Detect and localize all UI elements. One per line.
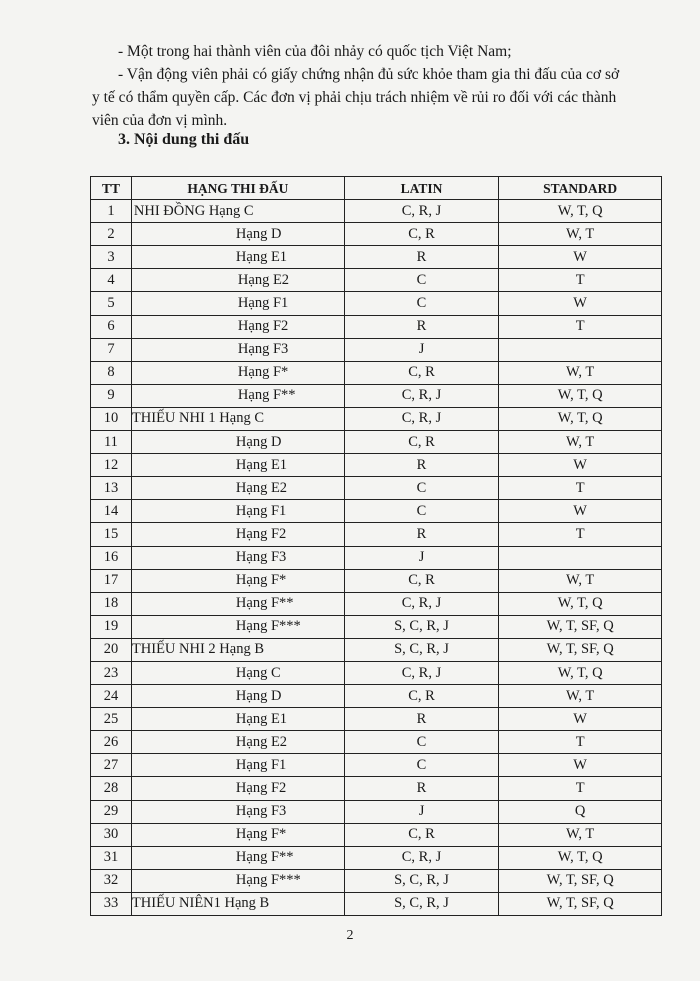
cell-standard: W, T (499, 431, 662, 454)
table-row (91, 246, 662, 269)
cell-latin: C, R, J (344, 661, 499, 684)
cell-rank (131, 846, 344, 869)
cell-tt: 32 (91, 869, 132, 892)
rank-label: Hạng F** (237, 387, 296, 404)
cell-latin: R (344, 708, 499, 731)
cell-tt: 30 (91, 823, 132, 846)
cell-rank (131, 246, 344, 269)
cell-rank (131, 638, 344, 661)
table-row (91, 592, 662, 615)
cell-latin: S, C, R, J (344, 892, 499, 915)
cell-latin: R (344, 246, 499, 269)
table-row (91, 384, 662, 407)
cell-rank (131, 708, 344, 731)
cell-rank (131, 892, 344, 915)
cell-rank (131, 592, 344, 615)
cell-tt: 23 (91, 661, 132, 684)
cell-tt: 10 (91, 407, 132, 430)
cell-latin: C (344, 292, 499, 315)
cell-tt: 27 (91, 754, 132, 777)
table-row (91, 615, 662, 638)
cell-tt: 4 (91, 269, 132, 292)
cell-tt: 11 (91, 431, 132, 454)
cell-latin: R (344, 315, 499, 338)
cell-rank (131, 800, 344, 823)
rank-label: Hạng F3 (235, 803, 287, 820)
cell-tt: 7 (91, 338, 132, 361)
cell-standard: W (499, 454, 662, 477)
rank-label: Hạng F3 (237, 341, 289, 358)
cell-tt: 12 (91, 454, 132, 477)
table-row (91, 685, 662, 708)
cell-rank (131, 454, 344, 477)
cell-tt: 14 (91, 500, 132, 523)
cell-tt: 5 (91, 292, 132, 315)
cell-tt: 19 (91, 615, 132, 638)
header-latin: LATIN (344, 177, 499, 200)
rank-label: THIẾU NIÊN1 Hạng B (131, 895, 270, 912)
cell-standard: W, T, Q (499, 384, 662, 407)
rank-label: Hạng F2 (235, 779, 287, 796)
table-row (91, 754, 662, 777)
table-row (91, 846, 662, 869)
header-tt: TT (91, 177, 132, 200)
intro-line-1: - Một trong hai thành viên của đôi nhảy có quốc tịch Việt Nam; (118, 43, 512, 60)
competition-table (90, 176, 662, 916)
cell-standard: W, T, SF, Q (499, 615, 662, 638)
cell-standard: T (499, 269, 662, 292)
cell-standard: W, T (499, 361, 662, 384)
cell-tt: 26 (91, 731, 132, 754)
cell-latin: J (344, 338, 499, 361)
table-row (91, 638, 662, 661)
cell-rank (131, 200, 344, 223)
cell-latin: C, R (344, 223, 499, 246)
rank-label: Hạng F* (235, 826, 287, 843)
cell-tt: 29 (91, 800, 132, 823)
cell-latin: C, R, J (344, 384, 499, 407)
rank-label: Hạng E1 (235, 710, 288, 727)
cell-latin: J (344, 546, 499, 569)
cell-standard: T (499, 477, 662, 500)
cell-latin: C (344, 269, 499, 292)
table-row (91, 777, 662, 800)
intro-line-2: - Vận động viên phải có giấy chứng nhận đủ sức khỏe tham gia thi đấu của cơ sở (118, 66, 620, 83)
cell-rank (131, 223, 344, 246)
cell-tt: 31 (91, 846, 132, 869)
rank-label: Hạng C (235, 664, 281, 681)
cell-latin: C, R, J (344, 200, 499, 223)
cell-rank (131, 869, 344, 892)
cell-standard: W (499, 754, 662, 777)
cell-standard: W, T, SF, Q (499, 638, 662, 661)
rank-label: Hạng D (235, 225, 282, 242)
cell-standard: Q (499, 800, 662, 823)
rank-label: Hạng F*** (235, 618, 301, 635)
cell-latin: C, R (344, 569, 499, 592)
header-standard: STANDARD (499, 177, 662, 200)
rank-label: Hạng F* (235, 572, 287, 589)
cell-latin: C, R (344, 361, 499, 384)
table-row (91, 800, 662, 823)
table-row (91, 338, 662, 361)
cell-standard: W (499, 500, 662, 523)
cell-tt: 28 (91, 777, 132, 800)
table-body (91, 200, 662, 916)
cell-rank (131, 823, 344, 846)
cell-latin: R (344, 777, 499, 800)
table-row (91, 223, 662, 246)
rank-label: Hạng E1 (235, 248, 288, 265)
table-header-row (91, 177, 662, 200)
table-row (91, 823, 662, 846)
cell-latin: C (344, 754, 499, 777)
table-row (91, 546, 662, 569)
cell-rank (131, 269, 344, 292)
cell-standard: T (499, 777, 662, 800)
table-row (91, 361, 662, 384)
cell-standard: W, T, Q (499, 846, 662, 869)
rank-label: Hạng F3 (235, 549, 287, 566)
cell-tt: 20 (91, 638, 132, 661)
cell-tt: 17 (91, 569, 132, 592)
cell-standard: W, T, Q (499, 200, 662, 223)
cell-latin: S, C, R, J (344, 638, 499, 661)
cell-rank (131, 685, 344, 708)
cell-latin: S, C, R, J (344, 869, 499, 892)
rank-label: Hạng E1 (235, 456, 288, 473)
rank-label: Hạng F** (235, 849, 294, 866)
cell-latin: J (344, 800, 499, 823)
rank-label: Hạng F* (237, 364, 289, 381)
table-row (91, 269, 662, 292)
cell-rank (131, 315, 344, 338)
table-row (91, 731, 662, 754)
table-row (91, 431, 662, 454)
intro-line-3: y tế có thẩm quyền cấp. Các đơn vị phải chịu trách nhiệm về rủi ro đối với các thành (92, 89, 617, 106)
cell-latin: R (344, 523, 499, 546)
cell-rank (131, 569, 344, 592)
rank-label: THIẾU NHI 1 Hạng C (131, 410, 264, 427)
cell-standard: W (499, 246, 662, 269)
rank-label: Hạng E2 (235, 733, 288, 750)
cell-rank (131, 431, 344, 454)
table-row (91, 708, 662, 731)
cell-standard: T (499, 315, 662, 338)
rank-label: THIẾU NHI 2 Hạng B (131, 641, 264, 658)
cell-rank (131, 546, 344, 569)
table-row (91, 869, 662, 892)
cell-tt: 15 (91, 523, 132, 546)
intro-line-4: viên của đơn vị mình. (92, 112, 228, 129)
rank-label: Hạng D (235, 687, 282, 704)
cell-tt: 24 (91, 685, 132, 708)
cell-tt: 3 (91, 246, 132, 269)
cell-latin: C, R, J (344, 592, 499, 615)
cell-standard: W, T, Q (499, 661, 662, 684)
table-row (91, 892, 662, 915)
rank-label: Hạng E2 (235, 479, 288, 496)
rank-label: Hạng E2 (237, 271, 290, 288)
rank-label: NHI ĐỒNG Hạng C (133, 202, 254, 219)
cell-latin: C, R, J (344, 407, 499, 430)
table-row (91, 315, 662, 338)
cell-rank (131, 361, 344, 384)
cell-standard: T (499, 523, 662, 546)
cell-standard: W, T (499, 685, 662, 708)
table-row (91, 292, 662, 315)
cell-tt: 9 (91, 384, 132, 407)
cell-latin: C (344, 500, 499, 523)
rank-label: Hạng F2 (235, 525, 287, 542)
cell-standard: W, T, SF, Q (499, 892, 662, 915)
cell-standard: W, T (499, 823, 662, 846)
cell-rank (131, 777, 344, 800)
cell-rank (131, 615, 344, 638)
cell-rank (131, 523, 344, 546)
cell-tt: 16 (91, 546, 132, 569)
rank-label: Hạng F1 (237, 295, 289, 312)
rank-label: Hạng F1 (235, 502, 287, 519)
cell-latin: C (344, 731, 499, 754)
cell-standard: W, T, SF, Q (499, 869, 662, 892)
cell-rank (131, 384, 344, 407)
cell-latin: C, R (344, 823, 499, 846)
table-row (91, 200, 662, 223)
table-row (91, 477, 662, 500)
cell-standard: T (499, 731, 662, 754)
cell-latin: C, R, J (344, 846, 499, 869)
cell-rank (131, 500, 344, 523)
cell-tt: 33 (91, 892, 132, 915)
cell-tt: 2 (91, 223, 132, 246)
cell-standard: W, T, Q (499, 592, 662, 615)
rank-label: Hạng D (235, 433, 282, 450)
page-number: 2 (346, 928, 354, 943)
cell-tt: 1 (91, 200, 132, 223)
cell-rank (131, 731, 344, 754)
table-row (91, 569, 662, 592)
cell-tt: 18 (91, 592, 132, 615)
cell-tt: 25 (91, 708, 132, 731)
cell-latin: C (344, 477, 499, 500)
cell-latin: S, C, R, J (344, 615, 499, 638)
cell-rank (131, 661, 344, 684)
cell-standard: W (499, 708, 662, 731)
rank-label: Hạng F*** (235, 872, 301, 889)
cell-rank (131, 338, 344, 361)
cell-standard: W, T, Q (499, 407, 662, 430)
header-rank: HẠNG THI ĐẤU (131, 177, 344, 200)
rank-label: Hạng F2 (237, 318, 289, 335)
table-row (91, 523, 662, 546)
cell-standard: W (499, 292, 662, 315)
cell-standard: W, T (499, 223, 662, 246)
cell-standard (499, 546, 662, 569)
table-row (91, 661, 662, 684)
cell-latin: R (344, 454, 499, 477)
cell-rank (131, 477, 344, 500)
cell-rank (131, 292, 344, 315)
cell-latin: C, R (344, 685, 499, 708)
table-row (91, 407, 662, 430)
cell-standard: W, T (499, 569, 662, 592)
cell-tt: 13 (91, 477, 132, 500)
section-heading: 3. Nội dung thi đấu (118, 131, 250, 148)
rank-label: Hạng F1 (235, 756, 287, 773)
rank-label: Hạng F** (235, 595, 294, 612)
cell-latin: C, R (344, 431, 499, 454)
table-row (91, 454, 662, 477)
table-row (91, 500, 662, 523)
cell-rank (131, 407, 344, 430)
cell-rank (131, 754, 344, 777)
cell-tt: 8 (91, 361, 132, 384)
cell-tt: 6 (91, 315, 132, 338)
cell-standard (499, 338, 662, 361)
